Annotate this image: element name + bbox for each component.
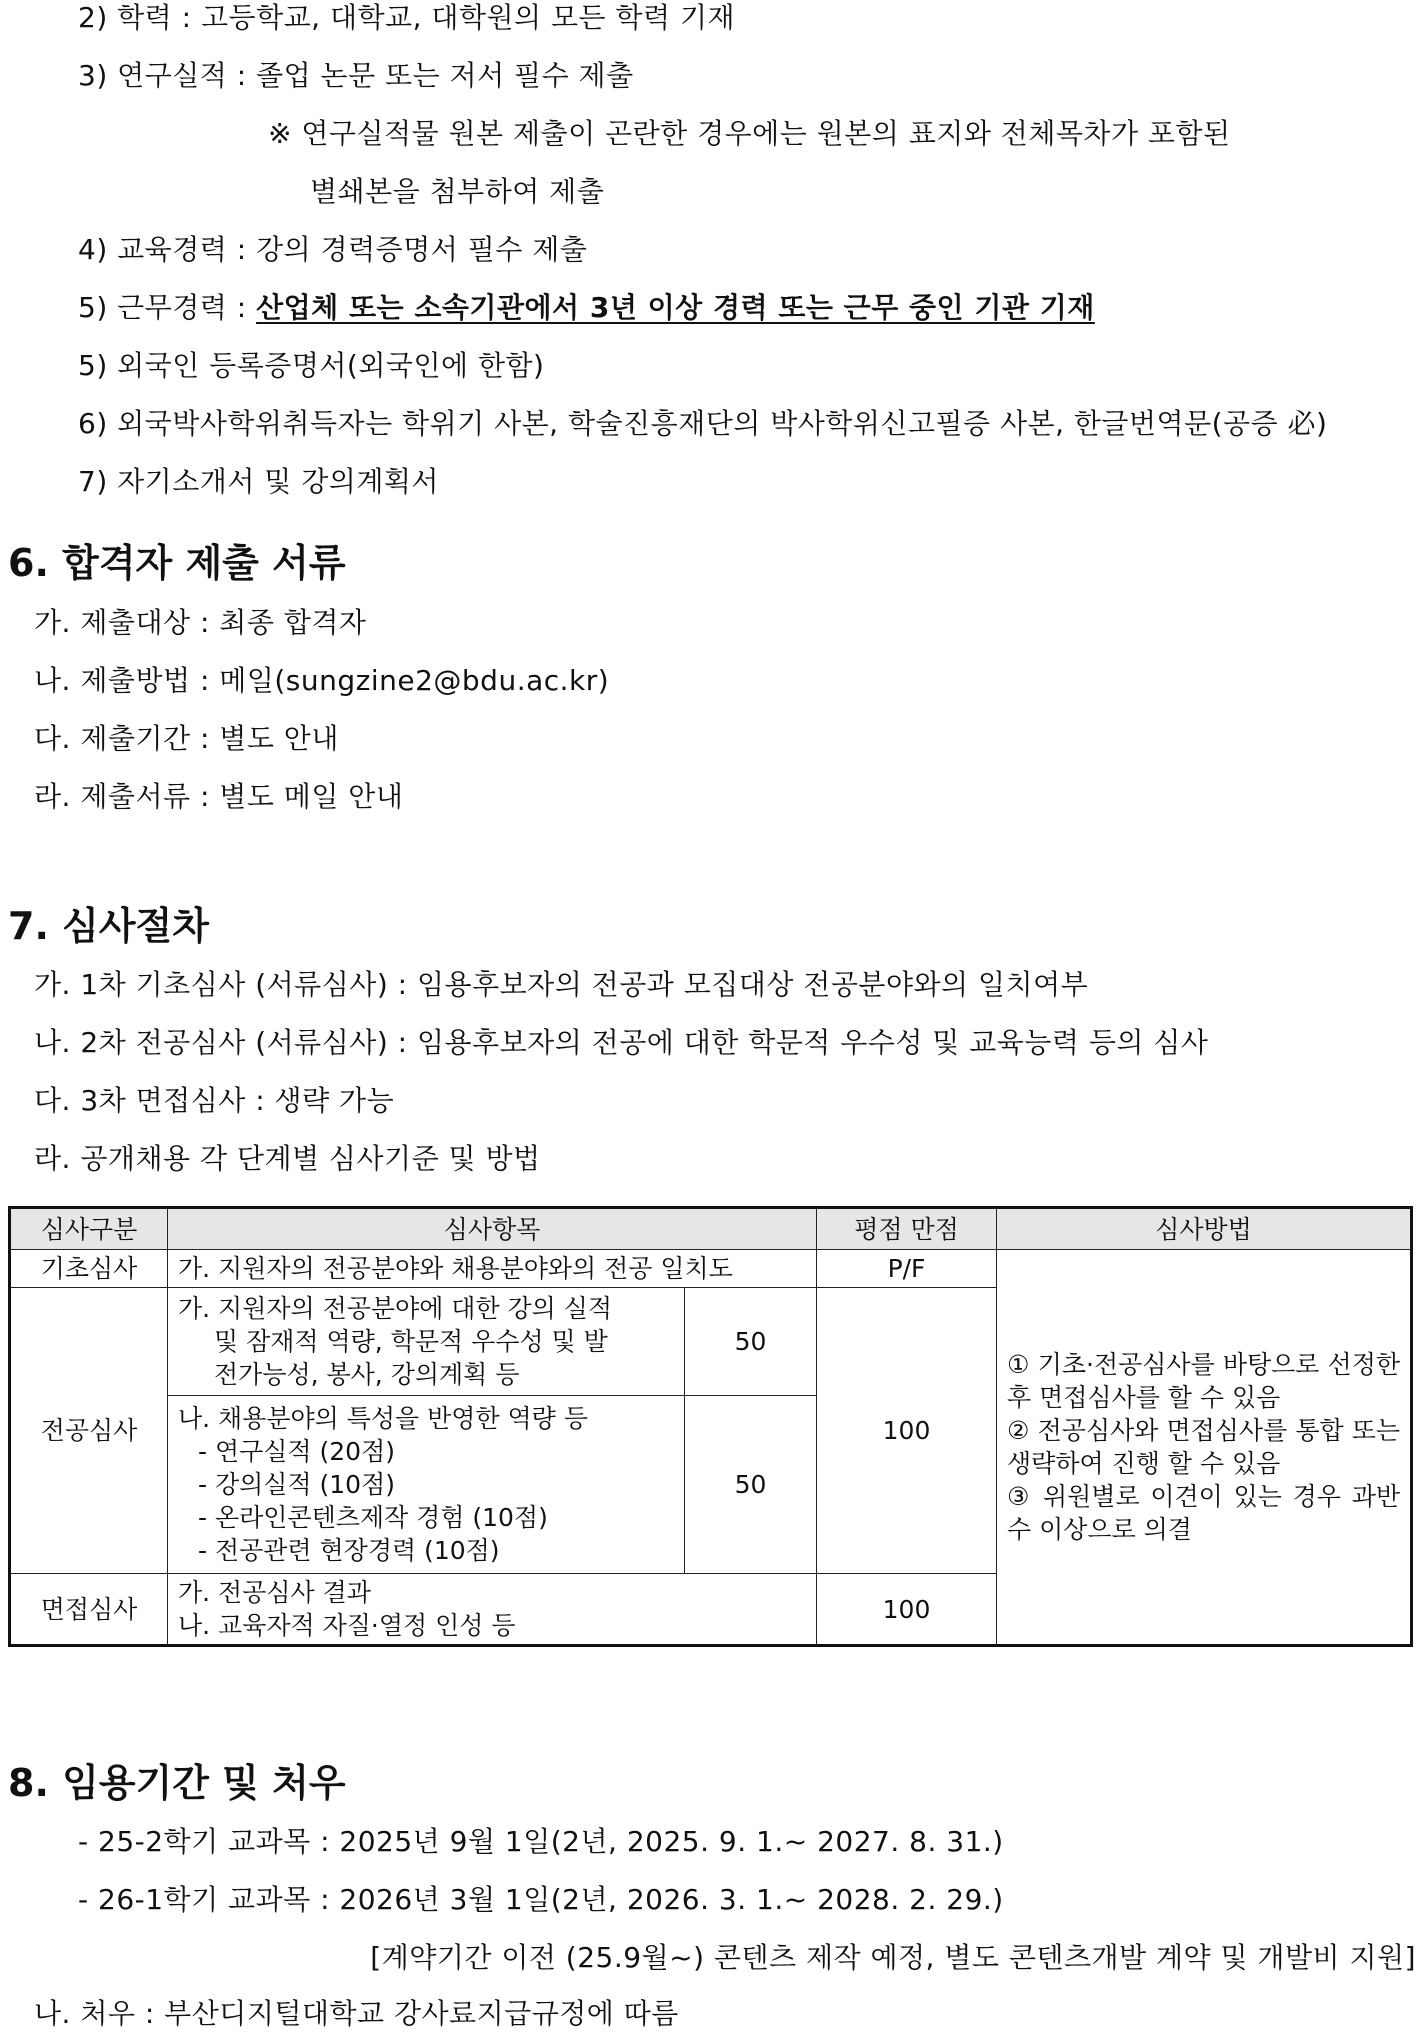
section8-note: [계약기간 이전 (25.9월~) 콘텐츠 제작 예정, 별도 콘텐츠개발 계약 및 개발비 지원] [370,1941,1416,1974]
major-item1-score: 50 [685,1288,817,1396]
header-method: 심사방법 [997,1208,1412,1250]
major-total-score: 100 [817,1288,997,1574]
header-score: 평점 만점 [817,1208,997,1250]
research-note: ※ 연구실적물 원본 제출이 곤란한 경우에는 원본의 표지와 전체목차가 포함된 [268,117,1231,150]
section6-item: 다. 제출기간 : 별도 안내 [34,722,339,755]
major-item2-head: 나. 채용분야의 특성을 반영한 역량 등 [178,1404,588,1433]
section7-item: 가. 1차 기초심사 (서류심사) : 임용후보자의 전공과 모집대상 전공분야와의 일치여부 [34,968,1089,1001]
research-note-cont: 별쇄본을 첨부하여 제출 [310,175,605,208]
method-line: ① 기초·전공심사를 바탕으로 선정한 후 면접심사를 할 수 있음 [1007,1350,1401,1412]
major-item1 [168,1288,685,1396]
method-line: ② 전공심사와 면접심사를 통합 또는 생략하여 진행 할 수 있음 [1007,1416,1401,1478]
table-header-row [10,1208,1412,1250]
major-item1-line: 및 잠재적 역량, 학문적 우수성 및 발 [214,1327,608,1356]
major-item2-score: 50 [685,1396,817,1574]
interview-item-line: 가. 전공심사 결과 [178,1578,371,1607]
major-item2-sub: - 연구실적 (20점) [198,1437,395,1466]
section8-title: 8. 임용기간 및 처우 [8,1761,346,1805]
list-item-research: 3) 연구실적 : 졸업 논문 또는 저서 필수 제출 [78,59,634,92]
section7-item: 라. 공개채용 각 단계별 심사기준 및 방법 [34,1142,541,1175]
section8-item: - 26-1학기 교과목 : 2026년 3월 1일(2년, 2026. 3. 1.~ 2028. 2. 29.) [78,1883,1004,1916]
major-category: 전공심사 [10,1288,168,1574]
major-item2-sub: - 강의실적 (10점) [198,1470,395,1499]
evaluation-table [8,1206,1413,1647]
basic-score: P/F [817,1250,997,1288]
major-item1-line: 가. 지원자의 전공분야에 대한 강의 실적 [178,1294,613,1323]
list-item-work [78,290,1095,326]
section6-title: 6. 합격자 제출 서류 [8,541,346,585]
section7-item: 나. 2차 전공심사 (서류심사) : 임용후보자의 전공에 대한 학문적 우수성 및 교육능력 등의 심사 [34,1026,1209,1059]
table-row [10,1250,1412,1288]
section8-item: - 25-2학기 교과목 : 2025년 9월 1일(2년, 2025. 9. 1.~ 2027. 8. 31.) [78,1825,1004,1858]
interview-score: 100 [817,1574,997,1646]
list-item-intro: 7) 자기소개서 및 강의계획서 [78,465,439,498]
list-item-foreigner: 5) 외국인 등록증명서(외국인에 한함) [78,349,545,382]
section7-title: 7. 심사절차 [8,904,209,948]
header-item: 심사항목 [168,1208,817,1250]
major-item2 [168,1396,685,1574]
interview-category: 면접심사 [10,1574,168,1646]
work-value: 산업체 또는 소속기관에서 3년 이상 경력 또는 근무 중인 기관 기재 [256,291,1095,324]
method-line: ③ 위원별로 이견이 있는 경우 과반수 이상으로 의결 [1007,1482,1401,1544]
section6-item: 가. 제출대상 : 최종 합격자 [34,606,367,639]
major-item2-sub: - 전공관련 현장경력 (10점) [198,1536,500,1565]
list-item-education: 2) 학력 : 고등학교, 대학교, 대학원의 모든 학력 기재 [78,1,736,34]
header-category: 심사구분 [10,1208,168,1250]
major-item1-line: 전가능성, 봉사, 강의계획 등 [214,1360,520,1389]
section8-treatment: 나. 처우 : 부산디지털대학교 강사료지급규정에 따름 [34,1997,679,2030]
list-item-teaching: 4) 교육경력 : 강의 경력증명서 필수 제출 [78,233,588,266]
basic-item: 가. 지원자의 전공분야와 채용분야와의 전공 일치도 [168,1250,817,1288]
work-label: 5) 근무경력 : [78,291,257,324]
section7-item: 다. 3차 면접심사 : 생략 가능 [34,1084,395,1117]
section6-item: 라. 제출서류 : 별도 메일 안내 [34,780,404,813]
method-cell [997,1250,1412,1646]
interview-item-line: 나. 교육자적 자질·열정 인성 등 [178,1611,516,1640]
major-item2-sub: - 온라인콘텐츠제작 경험 (10점) [198,1503,548,1532]
basic-category: 기초심사 [10,1250,168,1288]
section6-item: 나. 제출방법 : 메일(sungzine2@bdu.ac.kr) [34,664,610,697]
list-item-doctorate: 6) 외국박사학위취득자는 학위기 사본, 학술진흥재단의 박사학위신고필증 사본, 한글번역문(공증 必) [78,407,1328,440]
interview-item [168,1574,817,1646]
